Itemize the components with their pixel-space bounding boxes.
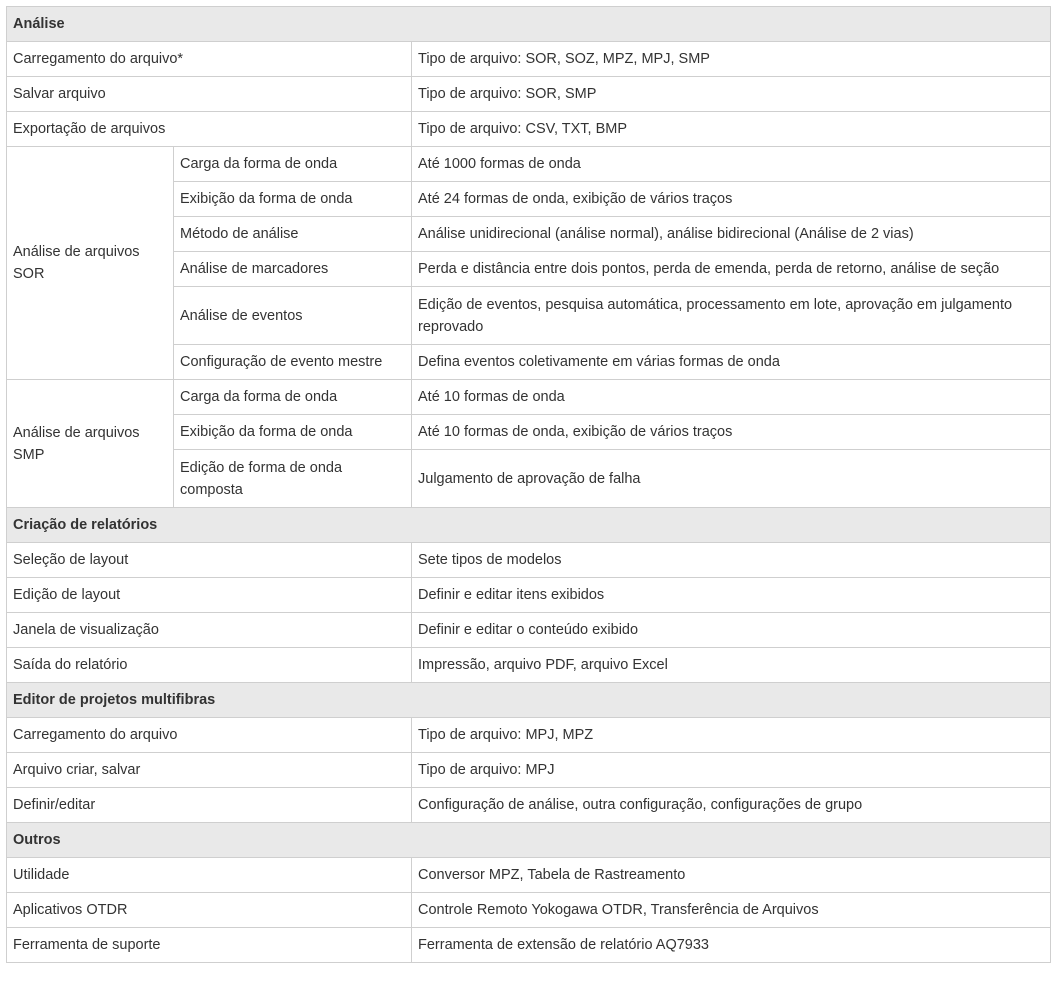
row-value: Ferramenta de extensão de relatório AQ7933 [412,928,1051,963]
row-label: Aplicativos OTDR [7,893,412,928]
row-value: Julgamento de aprovação de falha [412,450,1051,508]
row-value: Tipo de arquivo: MPJ, MPZ [412,718,1051,753]
table-row [7,543,1051,578]
row-label: Definir/editar [7,788,412,823]
table-row [7,42,1051,77]
group-label: Análise de arquivos SOR [7,147,174,380]
row-label: Edição de layout [7,578,412,613]
table-row [7,147,1051,182]
section-header [7,823,1051,858]
row-label: Carga da forma de onda [174,380,412,415]
row-value: Configuração de análise, outra configuração, configurações de grupo [412,788,1051,823]
row-value: Análise unidirecional (análise normal), análise bidirecional (Análise de 2 vias) [412,217,1051,252]
row-label: Configuração de evento mestre [174,345,412,380]
row-value: Definir e editar o conteúdo exibido [412,613,1051,648]
row-value: Tipo de arquivo: MPJ [412,753,1051,788]
row-value: Até 24 formas de onda, exibição de vários traços [412,182,1051,217]
row-label: Seleção de layout [7,543,412,578]
row-label: Exportação de arquivos [7,112,412,147]
table-row [7,112,1051,147]
section-header [7,683,1051,718]
table-row [7,578,1051,613]
table-row [7,613,1051,648]
row-value: Tipo de arquivo: CSV, TXT, BMP [412,112,1051,147]
table-row [7,893,1051,928]
section-title: Outros [7,823,1051,858]
row-value: Perda e distância entre dois pontos, perda de emenda, perda de retorno, análise de seção [412,252,1051,287]
row-value: Conversor MPZ, Tabela de Rastreamento [412,858,1051,893]
row-value: Definir e editar itens exibidos [412,578,1051,613]
row-value: Tipo de arquivo: SOR, SOZ, MPZ, MPJ, SMP [412,42,1051,77]
row-value: Sete tipos de modelos [412,543,1051,578]
row-value: Edição de eventos, pesquisa automática, processamento em lote, aprovação em julgamento reprovado [412,287,1051,345]
row-label: Janela de visualização [7,613,412,648]
row-label: Arquivo criar, salvar [7,753,412,788]
section-header [7,7,1051,42]
row-label: Utilidade [7,858,412,893]
spec-table [6,6,1051,963]
row-label: Edição de forma de onda composta [174,450,412,508]
table-row [7,928,1051,963]
row-value: Controle Remoto Yokogawa OTDR, Transferência de Arquivos [412,893,1051,928]
section-title: Editor de projetos multifibras [7,683,1051,718]
row-label: Exibição da forma de onda [174,415,412,450]
row-label: Análise de marcadores [174,252,412,287]
group-label: Análise de arquivos SMP [7,380,174,508]
row-label: Ferramenta de suporte [7,928,412,963]
row-value: Impressão, arquivo PDF, arquivo Excel [412,648,1051,683]
section-title: Análise [7,7,1051,42]
row-value: Tipo de arquivo: SOR, SMP [412,77,1051,112]
row-label: Salvar arquivo [7,77,412,112]
row-label: Carga da forma de onda [174,147,412,182]
table-row [7,648,1051,683]
table-row [7,858,1051,893]
row-value: Até 1000 formas de onda [412,147,1051,182]
table-row [7,380,1051,415]
row-value: Até 10 formas de onda, exibição de vários traços [412,415,1051,450]
row-label: Carregamento do arquivo [7,718,412,753]
section-header [7,508,1051,543]
table-row [7,753,1051,788]
section-title: Criação de relatórios [7,508,1051,543]
table-row [7,788,1051,823]
table-row [7,77,1051,112]
row-label: Saída do relatório [7,648,412,683]
row-value: Defina eventos coletivamente em várias formas de onda [412,345,1051,380]
table-row [7,718,1051,753]
row-label: Exibição da forma de onda [174,182,412,217]
row-label: Método de análise [174,217,412,252]
row-label: Carregamento do arquivo* [7,42,412,77]
row-value: Até 10 formas de onda [412,380,1051,415]
row-label: Análise de eventos [174,287,412,345]
